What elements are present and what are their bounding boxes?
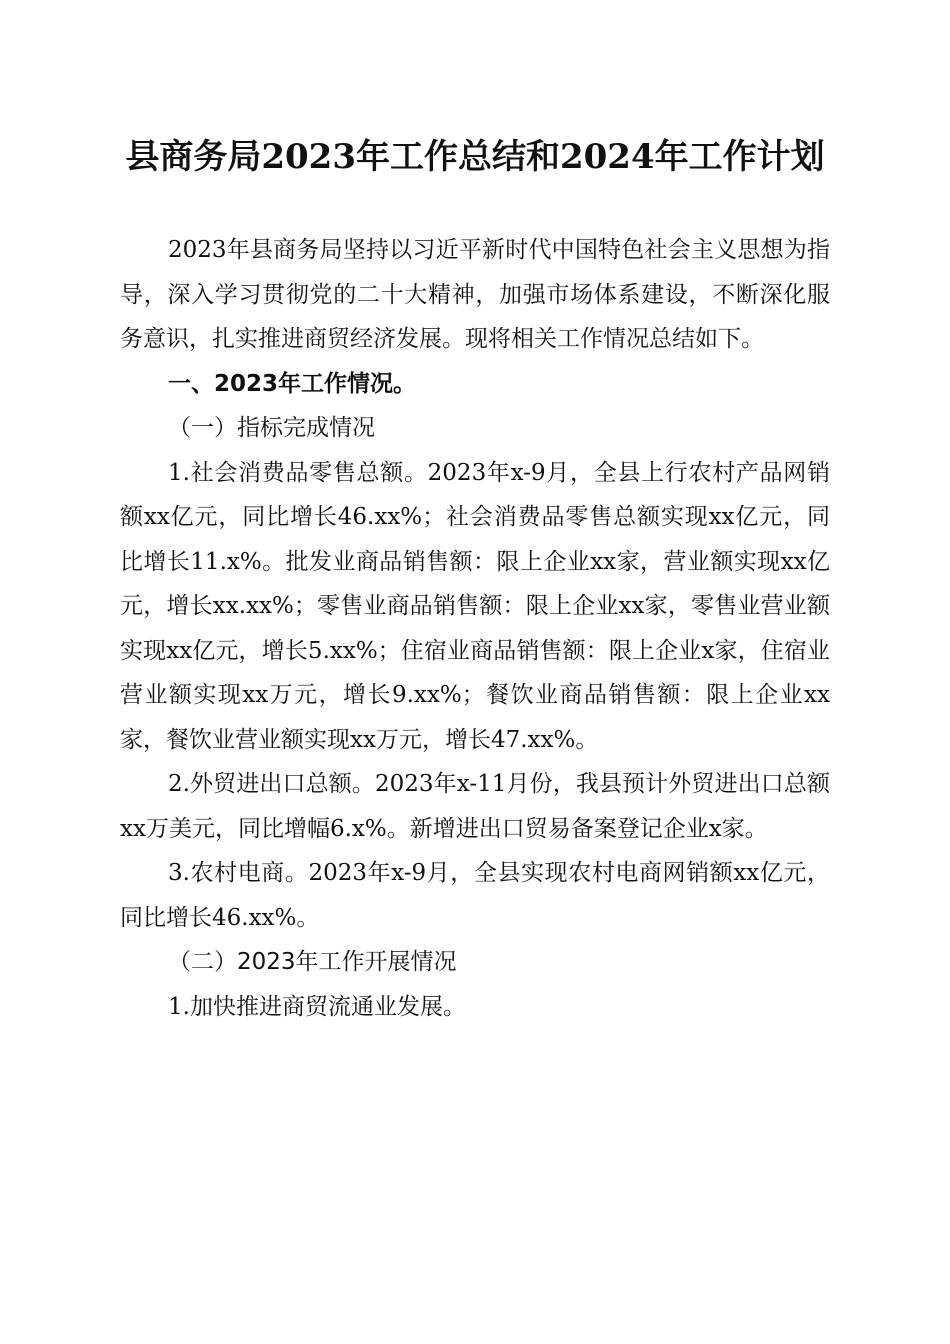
section-heading-work-status: 一、2023年工作情况。: [168, 370, 417, 397]
subsection-heading-indicators: （一）指标完成情况: [168, 415, 375, 441]
item-rural-ecommerce: 3.农村电商。2023年x-9月，全县实现农村电商网销额xx亿元，同比增长46.xx%。: [120, 860, 830, 931]
item-commerce-circulation: 1.加快推进商贸流通业发展。: [168, 993, 466, 1020]
document-body: [120, 228, 830, 1029]
item-foreign-trade: 2.外贸进出口总额。2023年x-11月份，我县预计外贸进出口总额xx万美元，同比增幅6.x%。新增进出口贸易备案登记企业x家。: [120, 771, 830, 842]
document-title: 县商务局2023年工作总结和2024年工作计划: [125, 137, 825, 177]
item-retail-sales: 1.社会消费品零售总额。2023年x-9月，全县上行农村产品网销额xx亿元，同比增长46.xx%；社会消费品零售总额实现xx亿元，同比增长11.x%。批发业商品销售额：限上企业xx家，营业额实现xx亿元，增长xx.xx%；零售业商品销售额：限上企业xx家，零售业营业额实现xx亿元，增长5.xx%；住宿业商品销售额：限上企业x家，住宿业营业额实现xx万元，增长9.xx%；餐饮业商品销售额：限上企业xx家，餐饮业营业额实现xx万元，增长47.xx%。: [120, 459, 830, 753]
intro-paragraph: 2023年县商务局坚持以习近平新时代中国特色社会主义思想为指导，深入学习贯彻党的二十大精神，加强市场体系建设，不断深化服务意识，扎实推进商贸经济发展。现将相关工作情况总结如下。: [120, 237, 830, 352]
subsection-heading-work-progress: （二）2023年工作开展情况: [168, 949, 457, 975]
